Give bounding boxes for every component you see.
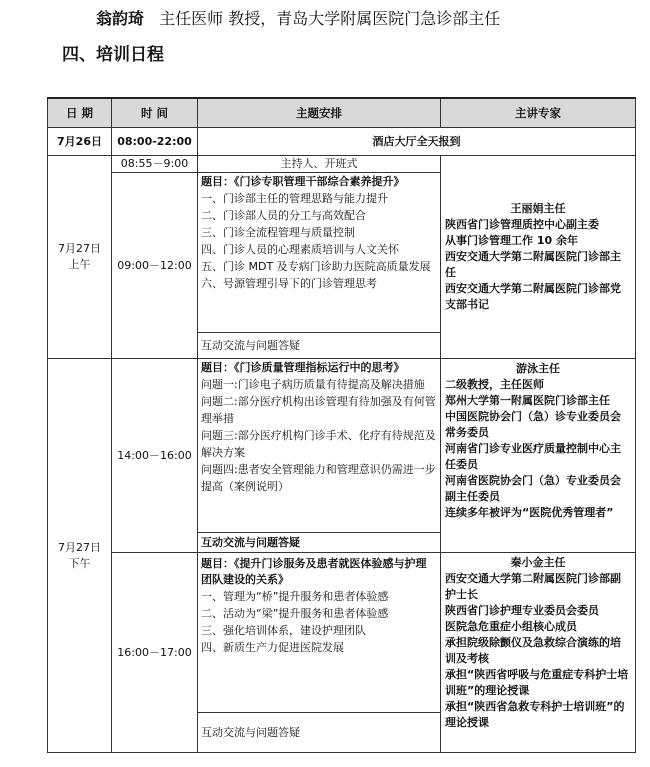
table-row	[48, 156, 636, 173]
speaker-line: 二级教授，主任医师	[445, 378, 544, 391]
topic-item: 四、新质生产力促进医院发展	[201, 641, 344, 654]
topic-item: 二、活动为“梁”提升服务和患者体验感	[201, 607, 389, 620]
topic-item: 一、门诊部主任的管理思路与能力提升	[201, 192, 388, 205]
speaker-line: 中国医院协会门（急）诊专业委员会常务委员	[445, 410, 621, 439]
time-cell: 16:00－17:00	[112, 553, 198, 753]
time-cell: 09:00－12:00	[112, 173, 198, 359]
topic-item: 问题四:患者安全管理能力和管理意识仍需进一步提高（案例说明）	[201, 463, 436, 493]
date-cell-morning	[48, 156, 112, 359]
speaker-line: 从事门诊管理工作 10 余年	[445, 234, 578, 247]
topic-item: 五、门诊 MDT 及专病门诊助力医院高质量发展	[201, 260, 431, 273]
topic-item: 四、门诊人员的心理素质培训与人文关怀	[201, 243, 399, 256]
interaction-cell: 互动交流与问题答疑	[198, 713, 441, 753]
col-header-topic: 主题安排	[198, 98, 441, 128]
table-row	[48, 359, 636, 533]
table-row	[48, 128, 636, 156]
topic-title: 题目：《门诊质量管理指标运行中的思考》	[201, 361, 405, 374]
speaker-cell-afternoon-2	[441, 553, 636, 753]
speaker-line: 西安交通大学第二附属医院门诊部主任	[445, 250, 621, 279]
speaker-line: 承担“陕西省呼吸与危重症专科护士培训班”的理论授课	[445, 668, 629, 697]
topic-item: 二、门诊部人员的分工与高效配合	[201, 209, 366, 222]
section-title: 四、培训日程	[62, 45, 164, 65]
topic-cell	[198, 173, 441, 333]
speaker-line: 河南省门诊专业医疗质量控制中心主任委员	[445, 442, 621, 471]
topic-item: 问题三:部分医疗机构门诊手术、化疗有待规范及解决方案	[201, 429, 436, 459]
speaker-intro-line	[96, 6, 500, 29]
speaker-line: 承担“陕西省急救专科护士培训班”的理论授课	[445, 700, 625, 729]
col-header-speaker: 主讲专家	[441, 98, 636, 128]
speaker-title: 主任医师 教授，青岛大学附属医院门急诊部主任	[159, 9, 501, 28]
time-cell: 08:00-22:00	[112, 128, 198, 156]
topic-item: 三、强化培训体系，建设护理团队	[201, 624, 366, 637]
topic-item: 问题一:门诊电子病历质量有待提高及解决措施	[201, 378, 425, 391]
speaker-name: 王丽娟主任	[510, 202, 566, 215]
speaker-line: 承担院级除颤仪及急救综合演练的培训及考核	[445, 636, 621, 665]
time-cell: 08:55－9:00	[112, 156, 198, 173]
opening-cell: 主持人、开班式	[198, 156, 441, 173]
date-label: 7月27日	[58, 540, 101, 554]
registration-cell: 酒店大厅全天报到	[198, 128, 636, 156]
speaker-line: 郑州大学第一附属医院门诊部主任	[445, 394, 610, 407]
speaker-line: 医院急危重症小组核心成员	[445, 620, 577, 633]
speaker-line: 陕西省门诊护理专业委员会委员	[445, 604, 599, 617]
interaction-cell: 互动交流与问题答疑	[198, 533, 441, 553]
topic-cell	[198, 553, 441, 713]
speaker-name: 秦小金主任	[510, 556, 566, 569]
speaker-line: 西安交通大学第二附属医院门诊部党支部书记	[445, 282, 621, 311]
col-header-date: 日 期	[48, 98, 112, 128]
speaker-name: 翁韵琦	[96, 9, 145, 28]
speaker-cell-morning	[441, 156, 636, 359]
date-label: 7月27日	[58, 242, 101, 255]
time-cell: 14:00－16:00	[112, 359, 198, 553]
table-header-row	[48, 98, 636, 128]
speaker-line: 西安交通大学第二附属医院门诊部副护士长	[445, 572, 621, 601]
schedule-table	[47, 97, 636, 753]
topic-cell	[198, 359, 441, 533]
period-label: 下午	[68, 556, 91, 570]
topic-item: 六、号源管理引导下的门诊管理思考	[201, 277, 377, 290]
col-header-time: 时 间	[112, 98, 198, 128]
topic-item: 三、门诊全流程管理与质量控制	[201, 226, 355, 239]
interaction-cell: 互动交流与问题答疑	[198, 333, 441, 359]
speaker-line: 连续多年被评为“医院优秀管理者”	[445, 506, 614, 519]
topic-item: 一、管理为“桥”提升服务和患者体验感	[201, 590, 389, 603]
topic-item: 问题二:部分医疗机构出诊管理有待加强及有何管理举措	[201, 395, 436, 425]
period-label: 上午	[68, 258, 91, 271]
speaker-line: 陕西省门诊管理质控中心副主委	[445, 218, 599, 231]
topic-title: 题目：《提升门诊服务及患者就医体验感与护理团队建设的关系》	[201, 557, 427, 586]
speaker-name: 游泳主任	[516, 362, 560, 375]
speaker-cell-afternoon-1	[441, 359, 636, 553]
topic-title: 题目：《门诊专职管理干部综合素养提升》	[201, 175, 405, 188]
date-cell-afternoon	[48, 359, 112, 753]
table-row	[48, 553, 636, 713]
speaker-line: 河南省医院协会门（急）专业委员会副主任委员	[445, 474, 621, 503]
date-cell: 7月26日	[48, 128, 112, 156]
